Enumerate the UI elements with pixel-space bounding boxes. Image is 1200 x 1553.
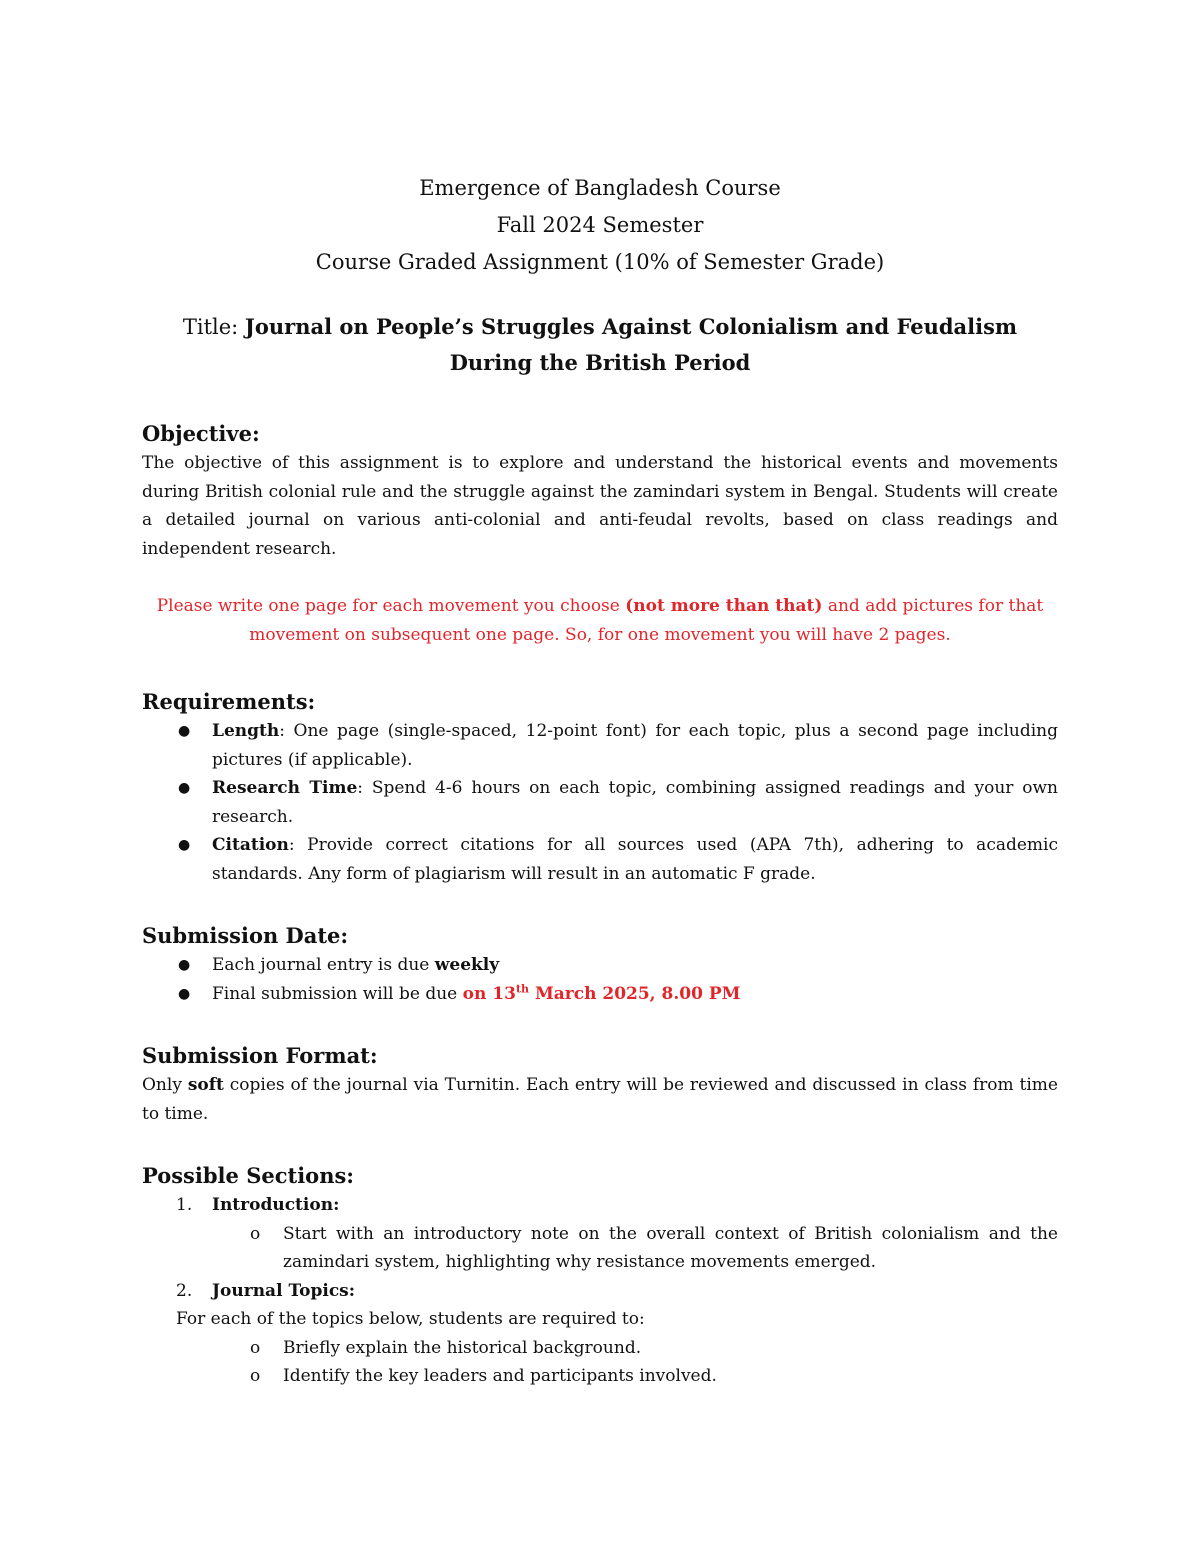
section-journal-topics: 2. Journal Topics:: [176, 1280, 356, 1301]
circle-bullet-icon: o: [250, 1223, 261, 1244]
bullet-icon: ●: [178, 837, 191, 853]
list-item: o Start with an introductory note on the overall context of British colonialism and the zamindari system, highlighting why resistance movements emerged.: [142, 1220, 1058, 1277]
submission-date-heading: Submission Date:: [142, 923, 349, 948]
submission-format-heading: Submission Format:: [142, 1043, 378, 1068]
list-item: ● Citation: Provide correct citations for all sources used (APA 7th), adhering to academic standards. Any form of plagiarism will result in an automatic F grade.: [142, 831, 1058, 888]
requirements-heading: Requirements:: [142, 689, 316, 714]
assignment-title-line2: [142, 345, 1058, 381]
note-emphasis: (not more than that): [625, 596, 823, 616]
title-text-line2: During the British Period: [449, 350, 751, 375]
semester: Fall 2024 Semester: [496, 213, 704, 237]
final-deadline: on 13th March 2025, 8.00 PM: [462, 981, 741, 1004]
requirements-list: [142, 717, 1058, 888]
possible-sections-heading: Possible Sections:: [142, 1163, 355, 1188]
document-page: [142, 170, 1058, 1391]
list-item: o Identify the key leaders and participants involved.: [142, 1362, 1058, 1391]
objective-heading: Objective:: [142, 421, 260, 446]
circle-bullet-icon: o: [250, 1337, 261, 1358]
bullet-icon: ●: [178, 780, 191, 796]
assignment-title: [142, 309, 1058, 345]
title-label: Title:: [182, 315, 245, 339]
circle-bullet-icon: o: [250, 1366, 261, 1386]
bullet-icon: ●: [178, 723, 191, 739]
journal-topics-intro: For each of the topics below, students are required to:: [176, 1309, 645, 1329]
bullet-icon: ●: [178, 957, 191, 973]
bullet-icon: ●: [178, 985, 191, 1002]
list-item: ● Research Time: Spend 4-6 hours on each topic, combining assigned readings and your own research.: [142, 774, 1058, 831]
objective-text: The objective of this assignment is to explore and understand the historical events and movements during British colonial rule and the struggle against the zamindari system in Bengal. Students will create a detailed journal on various anti-colonial and anti-feudal revolts, based on class readings and independent research.: [142, 453, 1058, 559]
submission-date-list: [142, 951, 1058, 1008]
list-item: ● Final submission will be due on 13th March 2025, 8.00 PM: [142, 980, 1058, 1009]
submission-format-text: Only soft copies of the journal via Turnitin. Each entry will be reviewed and discussed in class from time to time.: [142, 1075, 1058, 1124]
list-item: o Briefly explain the historical background.: [142, 1334, 1058, 1363]
list-item: ● Each journal entry is due weekly: [142, 951, 1058, 980]
course-name: Emergence of Bangladesh Course: [419, 176, 781, 200]
title-text-line1: Journal on People’s Struggles Against Colonialism and Feudalism: [244, 314, 1018, 339]
list-item: ● Length: One page (single-spaced, 12-point font) for each topic, plus a second page including pictures (if applicable).: [142, 717, 1058, 774]
assignment-weight: Course Graded Assignment (10% of Semester Grade): [315, 250, 885, 274]
section-introduction: 1. Introduction:: [176, 1195, 340, 1215]
page-limit-note: Please write one page for each movement you choose (not more than that) and add pictures for that movement on subsequent one page. So, for one movement you will have 2 pages.: [156, 596, 1044, 645]
